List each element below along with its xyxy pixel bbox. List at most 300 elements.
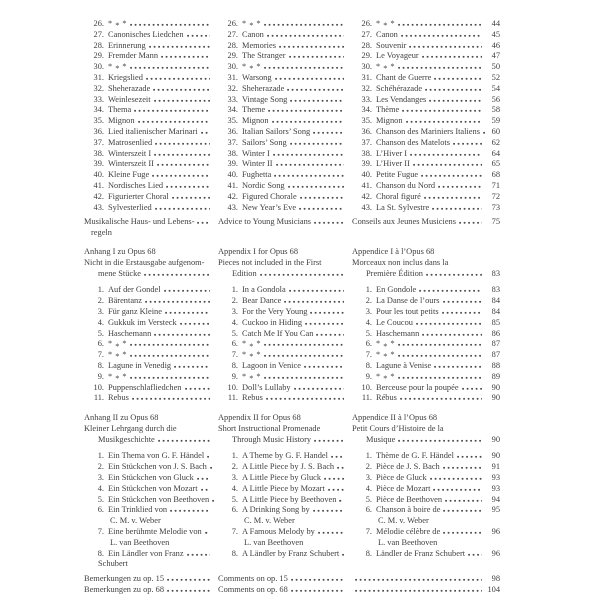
dot-leader (318, 527, 344, 534)
entry-title: Ländler de Franz Schubert (376, 548, 466, 558)
toc-row (84, 296, 600, 307)
entry-title: Mignon (242, 116, 269, 126)
entry-title: mene Stücke (98, 268, 142, 278)
dot-leader (170, 505, 210, 512)
entry-number: 26. (227, 19, 238, 28)
dot-leader (164, 285, 210, 292)
entry-number: 8. (231, 548, 238, 558)
entry-title: Sylvesterlied (108, 202, 152, 212)
toc-row (84, 116, 600, 127)
dot-leader (457, 451, 482, 458)
dot-leader (267, 30, 344, 37)
toc-cell-french (352, 127, 484, 138)
toc-cell-german (84, 95, 212, 106)
page-number: 89 (491, 371, 500, 381)
entry-title: Warsong (242, 72, 272, 82)
dot-leader (328, 484, 344, 491)
toc-row (84, 372, 600, 383)
entry-number: 3. (231, 473, 238, 483)
entry-number: 40. (361, 170, 372, 180)
toc-cell-english (218, 51, 346, 62)
dot-leader (443, 296, 483, 303)
toc-cell-french (352, 484, 484, 495)
toc-cell-english (218, 527, 346, 538)
dot-leader (260, 269, 344, 276)
entry-number: 42. (227, 191, 238, 201)
dot-leader (406, 116, 482, 123)
toc-cell-english (218, 138, 346, 149)
toc-cell-french (352, 95, 484, 106)
toc-cell-french (352, 258, 484, 269)
page-number: 71 (491, 180, 500, 190)
page-number: 84 (491, 296, 500, 306)
toc-cell-french (352, 138, 484, 149)
entry-title: * * * (242, 19, 262, 31)
toc-row (84, 350, 600, 361)
dot-leader (157, 159, 210, 166)
entry-number: 8. (231, 360, 238, 370)
entry-title: Sheherazade (242, 83, 285, 93)
dot-leader (180, 318, 210, 325)
toc-row (84, 318, 600, 329)
toc-row (84, 247, 600, 258)
section-gap (84, 239, 600, 247)
entry-title: Fughetta (242, 170, 272, 180)
toc-cell-english (218, 95, 346, 106)
dot-leader (413, 159, 482, 166)
entry-number: 3. (97, 306, 104, 316)
toc-cell-german (84, 285, 212, 296)
toc-cell-english (218, 285, 346, 296)
toc-row (84, 424, 600, 435)
entry-title: Petit Cours d’Histoire de la (352, 423, 444, 433)
toc-row (84, 538, 600, 549)
toc-cell-french (352, 495, 484, 506)
page-number: 87 (491, 339, 500, 349)
toc-cell-english (218, 269, 346, 280)
entry-title: Musique (366, 434, 396, 444)
entry-title: Short Instructional Promenade (218, 423, 321, 433)
toc-cell-english (218, 538, 346, 549)
toc-row (84, 549, 600, 560)
entry-title: Souvenir (376, 40, 407, 50)
toc-row (84, 95, 600, 106)
dot-leader (398, 19, 482, 26)
entry-number: 27. (227, 29, 238, 39)
toc-cell-german (84, 116, 212, 127)
entry-title: Rebus (108, 393, 129, 403)
entry-number: 7. (231, 527, 238, 537)
toc-row (84, 159, 600, 170)
dot-leader (155, 203, 210, 210)
toc-cell-german (84, 339, 212, 350)
toc-row (84, 127, 600, 138)
toc-cell-english (218, 159, 346, 170)
entry-number: 2. (231, 296, 238, 306)
entry-number: 31. (227, 72, 238, 82)
page-number: 65 (491, 159, 500, 169)
entry-number: 6. (97, 339, 104, 349)
entry-title: A Little Piece by Beethoven (242, 494, 337, 504)
dot-leader (264, 372, 344, 379)
toc-cell-french (352, 549, 484, 560)
dot-leader (197, 473, 210, 480)
entry-number: 42. (93, 191, 104, 201)
entry-title: La St. Sylvestre (376, 202, 430, 212)
dot-leader (266, 393, 344, 400)
toc-cell-english (218, 41, 346, 52)
toc-cell-french (352, 361, 484, 372)
entry-number: 28. (93, 40, 104, 50)
entry-title: * * * (108, 62, 128, 74)
entry-title: Chanson des Matelots (376, 137, 450, 147)
dot-leader (165, 307, 210, 314)
toc-row (84, 435, 600, 446)
entry-title: Edition (232, 268, 257, 278)
entry-title: Memories (242, 40, 276, 50)
dot-leader (149, 41, 210, 48)
toc-cell-english (218, 451, 346, 462)
dot-leader (155, 138, 210, 145)
entry-number: 3. (231, 306, 238, 316)
page-number: 88 (491, 360, 500, 370)
toc-cell-french (352, 451, 484, 462)
entry-title: Chant de Guerre (376, 72, 432, 82)
dot-leader (316, 329, 344, 336)
toc-cell-german (84, 393, 212, 404)
entry-number: 3. (365, 306, 372, 316)
dot-leader (275, 73, 344, 80)
low-asterisk: * (383, 21, 388, 31)
entry-title: Kriegslied (108, 72, 143, 82)
toc-cell-french (352, 41, 484, 52)
toc-cell-english (218, 170, 346, 181)
page-number: 50 (491, 62, 500, 72)
toc-cell-german (84, 372, 212, 383)
entry-number: 2. (97, 296, 104, 306)
toc-row (84, 393, 600, 404)
dot-leader (430, 473, 482, 480)
entry-title: Catch Me If You Can (242, 328, 314, 338)
toc-cell-english (218, 361, 346, 372)
dot-leader (154, 149, 210, 156)
dot-leader (468, 549, 482, 556)
page-number: 86 (491, 328, 500, 338)
entry-title: La Danse de l’ours (376, 296, 440, 306)
page-number: 90 (491, 451, 500, 461)
entry-title: Conseils aux Jeunes Musiciens (352, 217, 456, 227)
low-asterisk: * (249, 374, 254, 383)
toc-row (84, 84, 600, 95)
entry-title: Canon (376, 29, 398, 39)
dot-leader (279, 41, 344, 48)
entry-title: Ein Stückchen von Gluck (108, 473, 194, 483)
entry-number: 28. (227, 40, 238, 50)
toc-row (84, 574, 600, 585)
entry-number: 5. (365, 328, 372, 338)
dot-leader (201, 127, 210, 134)
page-number: 45 (491, 29, 500, 39)
dot-leader (398, 339, 482, 346)
toc-cell-english (218, 62, 346, 73)
toc-cell-german (84, 574, 212, 585)
toc-cell-english (218, 307, 346, 318)
toc-cell-german (84, 435, 212, 446)
toc-cell-german (84, 505, 212, 516)
toc-cell-english (218, 73, 346, 84)
toc-cell-french (352, 527, 484, 538)
entry-title: Appendix II for Opus 68 (218, 413, 301, 423)
toc-cell-french (352, 73, 484, 84)
toc-row (84, 285, 600, 296)
entry-number: 36. (227, 126, 238, 136)
entry-title: Schubert (98, 559, 128, 569)
toc-cell-french (352, 269, 484, 280)
entry-title: Vintage Song (242, 94, 288, 104)
dot-leader (207, 451, 210, 458)
dot-leader (434, 361, 482, 368)
dot-leader (287, 84, 344, 91)
toc-cell-french (352, 19, 484, 30)
page-number: 83 (491, 268, 500, 278)
entry-title: A Little Piece by Mozart (242, 483, 325, 493)
page-number: 59 (491, 116, 500, 126)
toc-row (84, 269, 600, 280)
toc-cell-german (84, 127, 212, 138)
dot-leader (409, 41, 482, 48)
page-number: 104 (487, 585, 500, 595)
toc-cell-french (352, 462, 484, 473)
entry-title: Eine berühmte Melodie von (108, 527, 202, 537)
toc-cell-french (352, 51, 484, 62)
toc-row (84, 19, 600, 30)
entry-title: A Famous Melody by (242, 527, 315, 537)
entry-title: Chanson du Nord (376, 180, 436, 190)
entry-title: Kleiner Lehrgang durch die (84, 423, 177, 433)
toc-cell-german (84, 247, 212, 258)
entry-title: Pièce de Gluck (376, 473, 427, 483)
low-asterisk: * (249, 64, 254, 74)
entry-number: 6. (365, 505, 372, 515)
dot-leader (410, 149, 482, 156)
entry-title: Kleine Fuge (108, 170, 150, 180)
entry-title: Morceaux non inclus dans la (352, 257, 449, 267)
entry-number: 27. (361, 29, 372, 39)
entry-number: 37. (227, 137, 238, 147)
page-number: 64 (491, 148, 500, 158)
toc-cell-french (352, 192, 484, 203)
entry-number: 26. (93, 19, 104, 28)
entry-title: L. van Beethoven (378, 537, 438, 547)
entry-title: For the Very Young (242, 306, 308, 316)
entry-title: Thème (376, 105, 400, 115)
entry-title: Bear Dance (242, 296, 282, 306)
page-number: 62 (491, 137, 500, 147)
entry-number: 38. (93, 148, 104, 158)
low-asterisk: * (249, 341, 254, 351)
toc-cell-english (218, 516, 346, 527)
toc-row (84, 192, 600, 203)
entry-title: Winterszeit II (108, 159, 154, 169)
toc-cell-english (218, 192, 346, 203)
entry-title: * * * (242, 350, 262, 362)
page-number: 84 (491, 306, 500, 316)
entry-title: Pièce de Beethoven (376, 494, 443, 504)
toc-cell-german (84, 19, 212, 30)
toc-row (84, 484, 600, 495)
entry-title: Choral figuré (376, 191, 421, 201)
page-number: 87 (491, 350, 500, 360)
entry-title: Chanson des Mariniers Italiens (376, 126, 480, 136)
entry-number: 35. (93, 116, 104, 126)
toc-row (84, 228, 600, 239)
toc-cell-french (352, 181, 484, 192)
dot-leader (421, 170, 482, 177)
toc-cell-german (84, 538, 212, 549)
page-number: 47 (491, 51, 500, 61)
toc-cell-english (218, 149, 346, 160)
toc-cell-french (352, 383, 484, 394)
toc-cell-german (84, 473, 212, 484)
entry-number: 11. (361, 393, 372, 403)
entry-title: Sailors’ Song (242, 137, 287, 147)
entry-number: 41. (227, 180, 238, 190)
low-asterisk: * (383, 352, 388, 362)
dot-leader (443, 462, 482, 469)
entry-title: Appendix I for Opus 68 (218, 246, 299, 256)
dot-leader (398, 435, 482, 442)
toc-cell-english (218, 495, 346, 506)
entry-title: Petite Fugue (376, 170, 419, 180)
toc-cell-english (218, 258, 346, 269)
entry-title: Le Coucou (376, 317, 413, 327)
toc-cell-english (218, 203, 346, 214)
entry-title: Canonisches Liedchen (108, 29, 184, 39)
entry-title: Musikgeschichte (98, 434, 155, 444)
toc-cell-english (218, 585, 346, 596)
dot-leader (290, 138, 344, 145)
page-number: 75 (491, 217, 500, 227)
entry-title: * * * (376, 339, 396, 351)
toc-cell-english (218, 30, 346, 41)
dot-leader (300, 192, 344, 199)
entry-title: In a Gondola (242, 285, 286, 295)
entry-title: Cuckoo in Hiding (242, 317, 303, 327)
toc-row (84, 149, 600, 160)
toc-cell-french (352, 307, 484, 318)
dot-leader (305, 318, 344, 325)
low-asterisk: * (115, 21, 120, 31)
entry-number: 40. (227, 170, 238, 180)
toc-cell-german (84, 516, 212, 527)
toc-cell-french (352, 296, 484, 307)
entry-title: Canon (242, 29, 264, 39)
toc-cell-english (218, 318, 346, 329)
toc-cell-french (352, 585, 484, 592)
entry-title: * * * (108, 339, 128, 351)
toc-row (84, 527, 600, 538)
toc-cell-french (352, 339, 484, 350)
page-number: 90 (491, 434, 500, 444)
entry-number: 33. (361, 94, 372, 104)
low-asterisk: * (115, 341, 120, 351)
entry-title: Le Voyageur (376, 51, 419, 61)
entry-title: * * * (376, 19, 396, 31)
entry-title: Erinnerung (108, 40, 146, 50)
toc-cell-german (84, 318, 212, 329)
entry-number: 37. (93, 137, 104, 147)
dot-leader (144, 269, 210, 276)
entry-number: 5. (231, 328, 238, 338)
toc-cell-german (84, 329, 212, 340)
toc-cell-french (352, 105, 484, 116)
toc-cell-german (84, 484, 212, 495)
dot-leader (291, 574, 344, 581)
page-number: 44 (491, 19, 500, 28)
entry-number: 8. (97, 548, 104, 558)
entry-title: * * * (376, 62, 396, 74)
entry-number: 43. (227, 202, 238, 212)
entry-title: Weinlesezeit (108, 94, 151, 104)
entry-title: Bärentanz (108, 296, 142, 306)
entry-number: 32. (93, 83, 104, 93)
entry-title: Figured Chorale (242, 191, 297, 201)
dot-leader (274, 170, 344, 177)
toc-cell-english (218, 247, 346, 258)
toc-cell-english (218, 435, 346, 446)
entry-title: Bemerkungen zu op. 68 (84, 585, 165, 595)
dot-leader (355, 585, 482, 592)
entry-title: Lied italienischer Marinari (108, 126, 198, 136)
entry-title: Lagoon in Venice (242, 360, 301, 370)
entry-number: 6. (231, 339, 238, 349)
entry-title: Chanson à boire de (376, 505, 441, 515)
entry-title: A Little Piece by Gluck (242, 473, 322, 483)
dot-leader (443, 527, 482, 534)
entry-title: Ein Stückchen von Beethoven (108, 494, 210, 504)
low-asterisk: * (249, 352, 254, 362)
entry-number: 3. (97, 473, 104, 483)
entry-number: 7. (97, 527, 104, 537)
entry-number: 39. (93, 159, 104, 169)
entry-number: 35. (227, 116, 238, 126)
entry-number: 32. (361, 83, 372, 93)
dot-leader (138, 116, 210, 123)
entry-number: 36. (361, 126, 372, 136)
toc-cell-german (84, 30, 212, 41)
toc-cell-german (84, 383, 212, 394)
toc-cell-french (352, 538, 484, 549)
toc-cell-german (84, 84, 212, 95)
dot-leader (422, 51, 482, 58)
page-number: 52 (491, 72, 500, 82)
page-number: 58 (491, 105, 500, 115)
entry-title: Rébus (376, 393, 397, 403)
toc-cell-english (218, 296, 346, 307)
toc-cell-german (84, 527, 212, 538)
toc-cell-german (84, 192, 212, 203)
dot-leader (145, 296, 210, 303)
toc-cell-french (352, 424, 484, 435)
entry-title: Thema (108, 105, 132, 115)
toc-cell-french (352, 393, 484, 404)
entry-number: 33. (227, 94, 238, 104)
toc-cell-english (218, 127, 346, 138)
entry-title: Für ganz Kleine (108, 306, 162, 316)
toc-cell-english (218, 217, 346, 228)
toc-cell-german (84, 62, 212, 73)
entry-number: 4. (365, 483, 372, 493)
